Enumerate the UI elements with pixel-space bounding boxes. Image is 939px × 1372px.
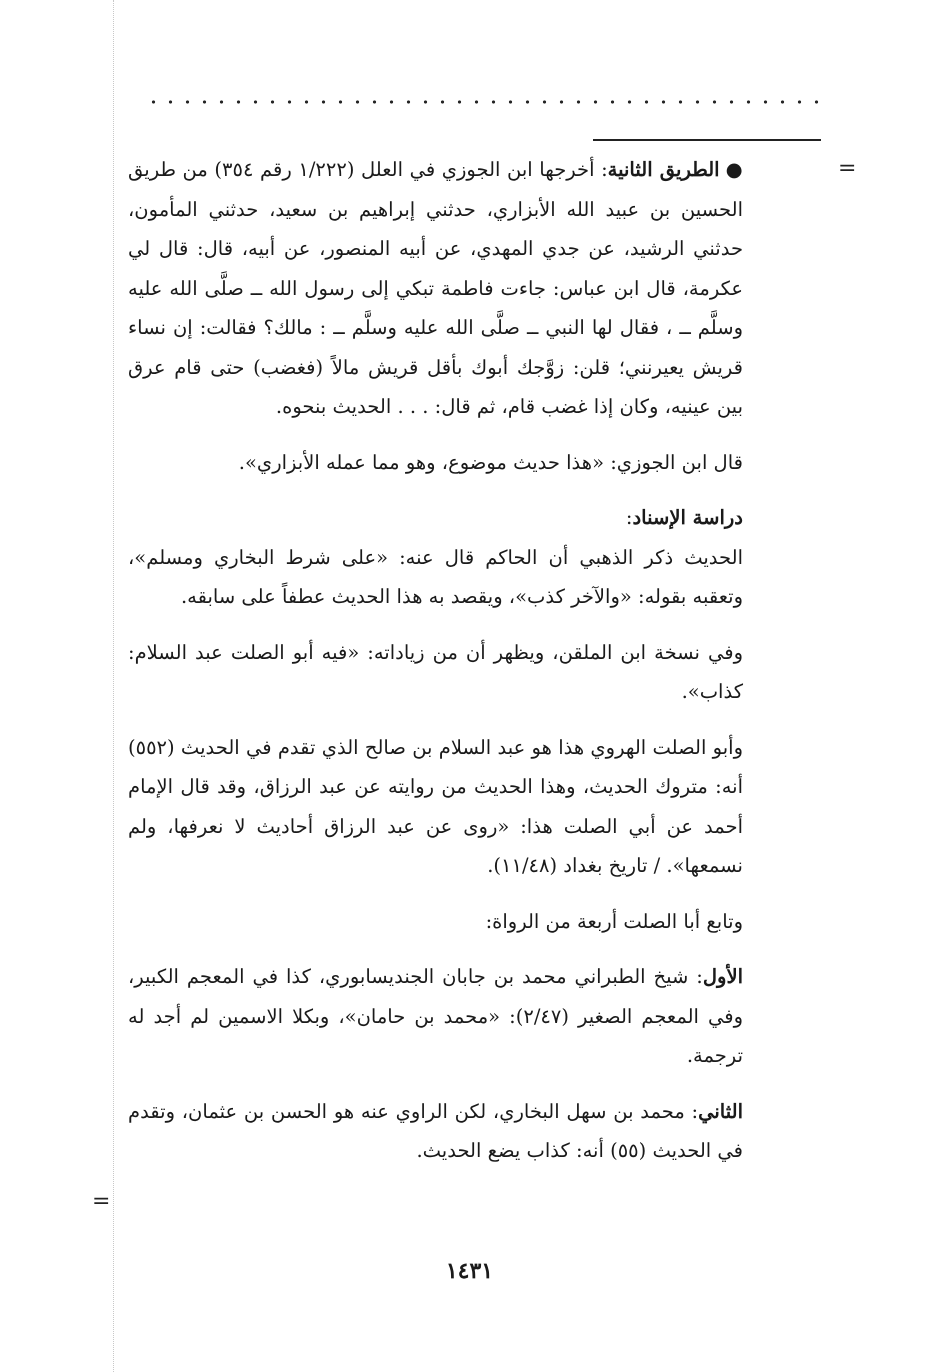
paragraph-text: : أخرجها ابن الجوزي في العلل (١/٢٢٢ رقم ٣٥٤) من طريق الحسين بن عبيد الله الأبزاري، حدثني إبراهيم بن سعيد، حدثني المأمون، حدثني الرشيد، عن جدي المهدي، عن أبيه المنصور، عن أبيه، قال: قال لي عكرمة، قال ابن عباس: جاءت فاطمة تبكي إلى رسول الله ــ صلَّى الله عليه وسلَّم ــ ، فقال لها النبي ــ صلَّى الله عليه وسلَّم ــ : مالك؟ فقالت: إن نساء قريش يعيرنني؛ قلن: زوَّجك أبوك بأقل قريش مالاً (فغضب) حتى قام عرق بين عينيه، وكان إذا غضب قام، ثم قال: . . . الحديث بنحوه.: [128, 158, 743, 418]
section-heading: الطريق الثانية: [607, 158, 720, 181]
bullet-icon: ●: [725, 158, 743, 181]
first-follower-label: الأول: [702, 965, 743, 988]
page-body: [128, 150, 743, 1171]
continuation-mark-left: =: [92, 1189, 111, 1214]
isnad-heading-colon: :: [625, 506, 633, 529]
paragraph-abu-salt: وأبو الصلت الهروي هذا هو عبد السلام بن صالح الذي تقدم في الحديث (٥٥٢) أنه: متروك الحديث، وهذا الحديث من روايته عن عبد الرزاق، وقد قال الإمام أحمد عن أبي الصلت هذا: «روى عن عبد الرزاق أحاديث لا نعرفها، ولم نسمعها». / تاريخ بغداد (١١/٤٨).: [128, 735, 743, 877]
paragraph-text: : محمد بن سهل البخاري، لكن الراوي عنه هو الحسن بن عثمان، وتقدم في الحديث (٥٥) أنه: كذاب يضع الحديث.: [128, 1099, 743, 1162]
paragraph-isnad-heading: [128, 498, 743, 538]
page-number: ١٤٣١: [445, 1258, 494, 1284]
second-follower-label: الثاني: [698, 1099, 743, 1123]
paragraph-text: : شيخ الطبراني محمد بن جابان الجنديسابوري، كذا في المعجم الكبير، وفي المعجم الصغير (٢/٤٧): «محمد بن حامان»، وبكلا الاسمين لم أجد له ترجمة.: [128, 965, 743, 1067]
paragraph-second-route: [128, 150, 743, 427]
isnad-heading: دراسة الإسناد: [632, 506, 743, 529]
footnote-rule: [593, 139, 821, 141]
continuation-mark-right: =: [838, 156, 857, 181]
paragraph-second-follower: [128, 1092, 743, 1171]
paragraph-followers-intro: وتابع أبا الصلت أربعة من الرواة:: [485, 909, 743, 933]
dotted-separator: [145, 98, 820, 106]
paragraph-ibn-jawzi: قال ابن الجوزي: «هذا حديث موضوع، وهو مما عمله الأبزاري».: [238, 450, 743, 474]
paragraph-ibn-mulaqqin: وفي نسخة ابن الملقن، ويظهر أن من زياداته: «فيه أبو الصلت عبد السلام: كذاب».: [128, 640, 743, 703]
page-gutter-line: [113, 0, 114, 1372]
paragraph-first-follower: [128, 957, 743, 1076]
paragraph-dhahabi: الحديث ذكر الذهبي أن الحاكم قال عنه: «على شرط البخاري ومسلم»، وتعقبه بقوله: «والآخر كذب»، ويقصد به هذا الحديث عطفاً على سابقه.: [128, 545, 743, 608]
